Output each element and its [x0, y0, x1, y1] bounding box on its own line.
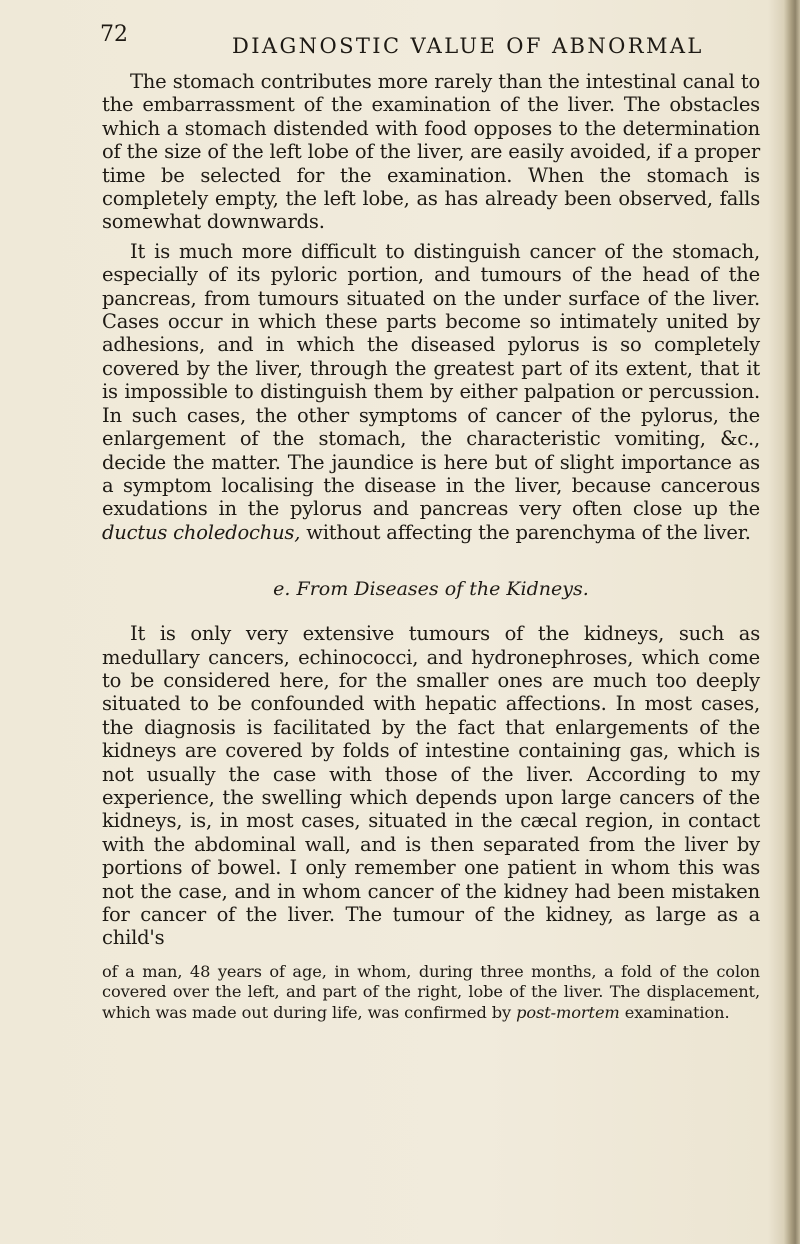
paragraph-pylorus-text-b: without affecting the parenchyma of the liver. — [300, 520, 751, 544]
post-mortem-term: post-mortem — [516, 1002, 620, 1022]
section-letter: e. — [273, 578, 291, 601]
small-para-text-b: examination. — [619, 1002, 730, 1022]
paragraph-kidneys: It is only very extensive tumours of the kidneys, such as medullary cancers, echinococci, and hydronephroses, which come to be considered here, for the smaller ones are much too deeply situated to be confounded with hepatic affections. In most cases, the diagnosis is facilitated by the fact that enlargements of the kidneys are covered by folds of intestine containing gas, which is not usually the case with those of the liver. According to my experience, the swelling which depends upon large cancers of the kidneys, is, in most cases, situated in the cæcal region, in contact with the abdominal wall, and is then separated from the liver by portions of bowel. I only remember one patient in whom this was not the case, and in whom cancer of the kidney had been mistaken for cancer of the liver. The tumour of the kidney, as large as a child's — [102, 622, 760, 950]
paragraph-stomach: The stomach contributes more rarely than the intestinal canal to the embarrassment of the examination of the liver. The obstacles which a stomach distended with food opposes to the determination of the size of the left lobe of the liver, are easily avoided, if a proper time be selected for the examination. When the stomach is completely empty, the left lobe, as has already been observed, falls somewhat downwards. — [102, 70, 760, 234]
section-title: From Diseases of the Kidneys. — [296, 578, 589, 601]
page-number: 72 — [100, 22, 128, 47]
body-text — [102, 70, 760, 1023]
paragraph-continuation-small — [102, 962, 760, 1024]
page-header — [100, 22, 760, 62]
paragraph-pylorus-text-a: It is much more difficult to distinguish cancer of the stomach, especially of its pyloric portion, and tumours of the head of the pancreas, from tumours situated on the under surface of the liver. Cases occur in which these parts become so intimately united by adhesions, and in which the diseased pylorus is so completely covered by the liver, through the greatest part of its extent, that it is impossible to distinguish them by either palpation or percussion. In such cases, the other symptoms of cancer of the pylorus, the enlargement of the stomach, the characteristic vomiting, &c., decide the matter. The jaundice is here but of slight importance as a symptom localising the disease in the liver, because cancerous exudations in the pylorus and pancreas very often close up the — [102, 239, 760, 521]
section-heading-kidneys — [102, 578, 760, 600]
running-title: DIAGNOSTIC VALUE OF ABNORMAL — [232, 34, 704, 58]
small-para-text-a: of a man, 48 years of age, in whom, during three months, a fold of the colon covered over the left, and part of the right, lobe of the liver. The displacement, which was made out during life, was confirmed by — [102, 961, 760, 1022]
book-spine-shadow — [784, 0, 800, 1244]
ductus-choledochus-term: ductus choledochus, — [102, 520, 301, 544]
paragraph-pylorus — [102, 240, 760, 544]
